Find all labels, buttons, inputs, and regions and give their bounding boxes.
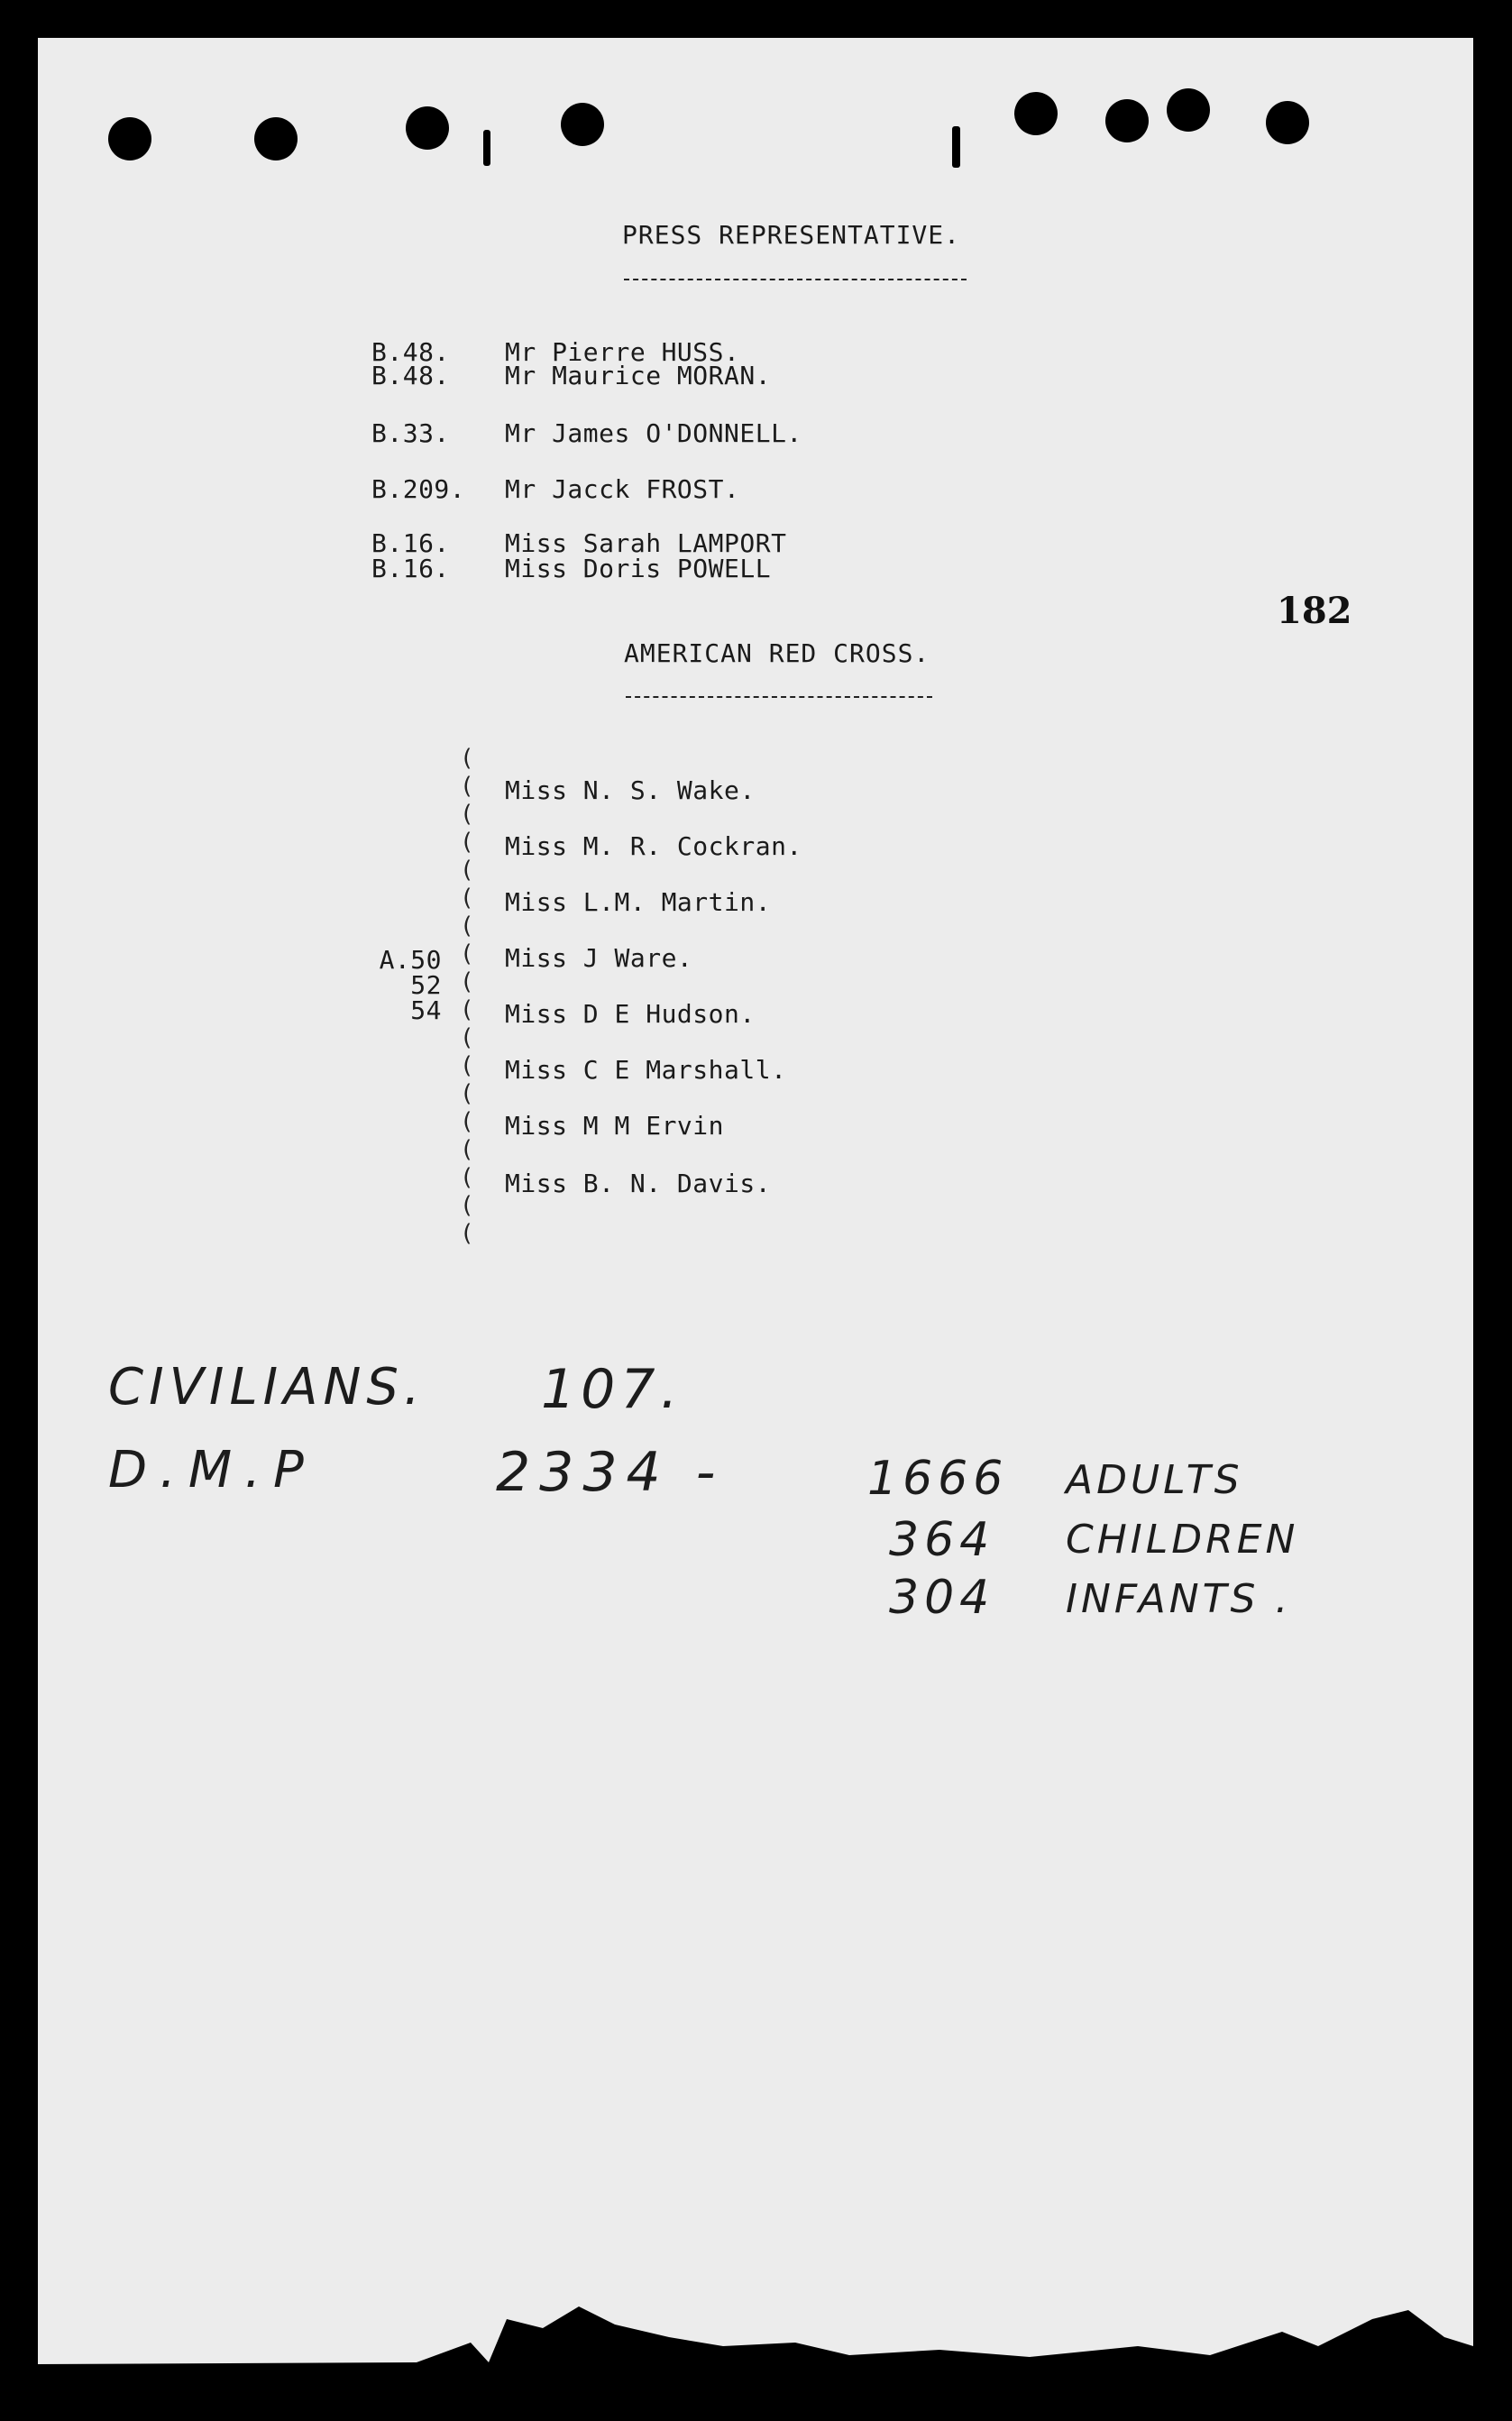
page-number: 182 xyxy=(1277,590,1352,632)
bracket-segment: ( xyxy=(460,885,474,912)
punch-hole xyxy=(254,117,298,160)
breakdown-label: ADULTS xyxy=(1066,1457,1243,1503)
red-cross-member: Miss J Ware. xyxy=(505,943,693,973)
civilians-count: 107. xyxy=(541,1358,683,1421)
press-name: Mr Maurice MORAN. xyxy=(505,361,772,390)
punch-hole xyxy=(108,117,151,160)
bracket xyxy=(460,745,478,1250)
press-code: B.209. xyxy=(371,474,466,504)
punch-hole xyxy=(561,103,604,146)
document-page xyxy=(38,38,1473,2382)
press-name: Miss Doris POWELL xyxy=(505,554,772,583)
red-cross-code: 54 xyxy=(410,995,442,1025)
breakdown-label: CHILDREN xyxy=(1066,1517,1299,1563)
red-cross-member: Miss M M Ervin xyxy=(505,1111,725,1141)
punch-hole xyxy=(406,106,449,150)
red-cross-member: Miss D E Hudson. xyxy=(505,999,756,1029)
press-code: B.33. xyxy=(371,418,450,448)
bracket-segment: ( xyxy=(460,801,474,828)
press-name: Mr Jacck FROST. xyxy=(505,474,740,504)
bracket-segment: ( xyxy=(460,745,474,772)
red-cross-member: Miss L.M. Martin. xyxy=(505,887,772,917)
civilians-label: CIVILIANS. xyxy=(108,1358,426,1417)
red-cross-heading: AMERICAN RED CROSS. xyxy=(624,638,930,668)
ink-mark xyxy=(952,126,960,168)
red-cross-member: Miss N. S. Wake. xyxy=(505,775,756,805)
breakdown-count: 364 xyxy=(889,1513,995,1567)
torn-edge xyxy=(38,2256,1473,2382)
bracket-segment: ( xyxy=(460,1136,474,1163)
red-cross-member: Miss M. R. Cockran. xyxy=(505,831,802,861)
red-cross-code: A.50 xyxy=(379,945,442,975)
punch-hole xyxy=(1266,101,1309,144)
press-code: B.48. xyxy=(371,361,450,390)
bracket-segment: ( xyxy=(460,1164,474,1191)
press-name: Mr James O'DONNELL. xyxy=(505,418,802,448)
bracket-segment: ( xyxy=(460,1192,474,1219)
ink-mark xyxy=(483,130,490,166)
bracket-segment: ( xyxy=(460,1052,474,1079)
press-code: B.16. xyxy=(371,554,450,583)
breakdown-count: 304 xyxy=(889,1571,995,1625)
press-heading: PRESS REPRESENTATIVE. xyxy=(622,220,961,250)
red-cross-member: Miss C E Marshall. xyxy=(505,1055,787,1085)
bracket-segment: ( xyxy=(460,996,474,1023)
red-cross-member: Miss B. N. Davis. xyxy=(505,1169,772,1198)
punch-hole xyxy=(1105,99,1149,142)
press-heading-underline xyxy=(624,279,967,280)
red-cross-heading-underline xyxy=(626,696,932,698)
torn-edge-shape xyxy=(38,2306,1473,2382)
press-name: Miss Sarah LAMPORT xyxy=(505,528,787,558)
dmp-label: D.M.P xyxy=(108,1441,316,1499)
bracket-segment: ( xyxy=(460,1024,474,1051)
bracket-segment: ( xyxy=(460,773,474,800)
bracket-segment: ( xyxy=(460,1220,474,1247)
breakdown-count: 1666 xyxy=(867,1452,1009,1506)
bracket-segment: ( xyxy=(460,1080,474,1107)
press-name: Mr Pierre HUSS. xyxy=(505,337,740,367)
bracket-segment: ( xyxy=(460,968,474,995)
punch-hole xyxy=(1167,88,1210,132)
press-code: B.16. xyxy=(371,528,450,558)
press-code: B.48. xyxy=(371,337,450,367)
bracket-segment: ( xyxy=(460,829,474,856)
red-cross-code: 52 xyxy=(410,970,442,1000)
bracket-segment: ( xyxy=(460,1108,474,1135)
breakdown-label: INFANTS . xyxy=(1066,1576,1292,1622)
bracket-segment: ( xyxy=(460,857,474,884)
bracket-segment: ( xyxy=(460,940,474,967)
punch-hole xyxy=(1014,92,1058,135)
bracket-segment: ( xyxy=(460,912,474,940)
dmp-count: 2334 - xyxy=(496,1441,725,1504)
